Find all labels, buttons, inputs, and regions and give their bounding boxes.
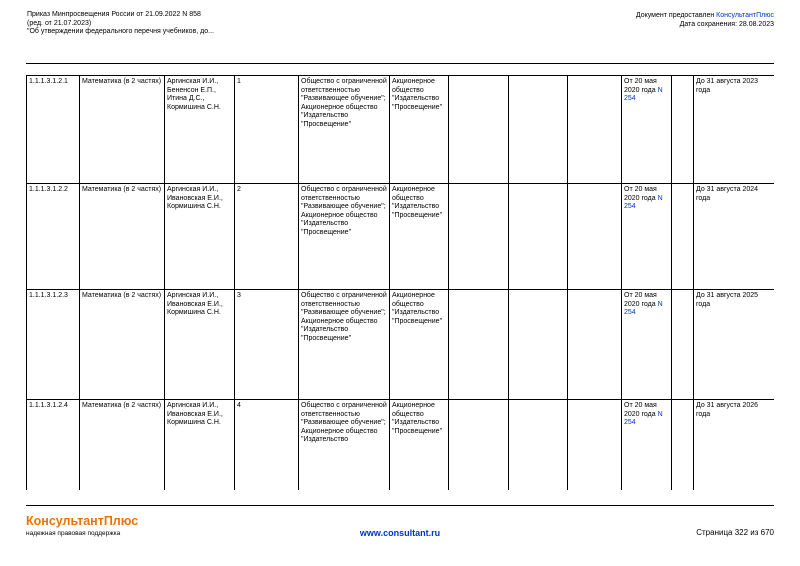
cell-publisher-secondary: Акционерное общество "Издательство "Просвещение" — [390, 400, 449, 491]
document-title — [27, 11, 214, 37]
document-title-line2: (ред. от 21.07.2023) — [27, 19, 92, 27]
cell-order — [622, 76, 672, 184]
cell-empty-1 — [449, 76, 509, 184]
cell-valid-until: До 31 августа 2025 года — [694, 290, 775, 400]
cell-empty-1 — [449, 400, 509, 491]
cell-empty-4 — [672, 400, 694, 491]
order-number-link[interactable]: N 254 — [624, 410, 663, 427]
cell-empty-3 — [568, 184, 622, 290]
cell-order — [622, 184, 672, 290]
cell-empty-4 — [672, 290, 694, 400]
table-row — [27, 184, 775, 290]
save-date: Дата сохранения: 28.08.2023 — [679, 21, 774, 28]
footer-divider — [26, 505, 774, 506]
cell-order — [622, 400, 672, 491]
brand-tagline: надежная правовая поддержка — [26, 530, 121, 537]
cell-publisher-secondary: Акционерное общество "Издательство "Просвещение" — [390, 184, 449, 290]
order-number-link[interactable]: N 254 — [624, 86, 663, 103]
page-number: Страница 322 из 670 — [696, 528, 774, 537]
cell-empty-3 — [568, 76, 622, 184]
order-number-link[interactable]: N 254 — [624, 194, 663, 211]
cell-empty-1 — [449, 290, 509, 400]
cell-publisher: Общество с ограниченной ответственностью "Развивающее обучение"; Акционерное общество "Издательство "Просвещение" — [299, 184, 390, 290]
cell-authors: Аргинская И.И., Бененсон Е.П., Итина Д.С., Кормишина С.Н. — [165, 76, 235, 184]
table-row — [27, 290, 775, 400]
cell-title: Математика (в 2 частях) — [80, 290, 165, 400]
order-text: От 20 мая 2020 года — [624, 78, 658, 94]
cell-grade: 1 — [235, 76, 299, 184]
cell-valid-until: До 31 августа 2026 года — [694, 400, 775, 491]
cell-order — [622, 290, 672, 400]
cell-empty-2 — [509, 290, 568, 400]
table-row — [27, 76, 775, 184]
table-row — [27, 400, 775, 491]
provided-label: Документ предоставлен — [635, 12, 717, 19]
cell-valid-until: До 31 августа 2024 года — [694, 184, 775, 290]
cell-empty-2 — [509, 76, 568, 184]
order-text: От 20 мая 2020 года — [624, 292, 658, 308]
cell-title: Математика (в 2 частях) — [80, 184, 165, 290]
table-container — [26, 75, 774, 490]
footer — [26, 511, 774, 559]
website-link[interactable]: www.consultant.ru — [359, 528, 441, 538]
cell-publisher-secondary: Акционерное общество "Издательство "Просвещение" — [390, 76, 449, 184]
order-text: От 20 мая 2020 года — [624, 186, 658, 202]
cell-publisher: Общество с ограниченной ответственностью "Развивающее обучение"; Акционерное общество "Издательство — [299, 400, 390, 491]
cell-authors: Аргинская И.И., Ивановская Е.И., Кормишина С.Н. — [165, 400, 235, 491]
cell-empty-1 — [449, 184, 509, 290]
cell-title: Математика (в 2 частях) — [80, 76, 165, 184]
cell-grade: 3 — [235, 290, 299, 400]
document-title-line3: "Об утверждении федерального перечня учебников, до... — [27, 28, 214, 35]
order-text: От 20 мая 2020 года — [624, 402, 658, 418]
cell-empty-4 — [672, 76, 694, 184]
cell-empty-3 — [568, 400, 622, 491]
cell-title: Математика (в 2 частях) — [80, 400, 165, 491]
consultantplus-link[interactable]: КонсультантПлюс — [716, 12, 774, 19]
cell-grade: 4 — [235, 400, 299, 491]
cell-empty-4 — [672, 184, 694, 290]
order-number-link[interactable]: N 254 — [624, 300, 663, 317]
table-body — [27, 76, 775, 491]
cell-valid-until: До 31 августа 2023 года — [694, 76, 775, 184]
cell-publisher: Общество с ограниченной ответственностью "Развивающее обучение"; Акционерное общество "Издательство "Просвещение" — [299, 76, 390, 184]
document-provided-info — [636, 11, 774, 29]
textbooks-table — [26, 75, 774, 490]
cell-authors: Аргинская И.И., Ивановская Е.И., Кормишина С.Н. — [165, 290, 235, 400]
cell-grade: 2 — [235, 184, 299, 290]
header-divider — [26, 63, 774, 64]
cell-code: 1.1.1.3.1.2.3 — [27, 290, 80, 400]
cell-publisher-secondary: Акционерное общество "Издательство "Просвещение" — [390, 290, 449, 400]
cell-code: 1.1.1.3.1.2.1 — [27, 76, 80, 184]
cell-authors: Аргинская И.И., Ивановская Е.И., Кормишина С.Н. — [165, 184, 235, 290]
cell-empty-2 — [509, 184, 568, 290]
cell-empty-3 — [568, 290, 622, 400]
consultantplus-logo: КонсультантПлюс — [26, 514, 139, 528]
cell-code: 1.1.1.3.1.2.2 — [27, 184, 80, 290]
cell-code: 1.1.1.3.1.2.4 — [27, 400, 80, 491]
cell-empty-2 — [509, 400, 568, 491]
document-title-line1: Приказ Минпросвещения России от 21.09.2022 N 858 — [27, 11, 201, 18]
cell-publisher: Общество с ограниченной ответственностью "Развивающее обучение"; Акционерное общество "Издательство "Просвещение" — [299, 290, 390, 400]
provided-line — [636, 11, 774, 20]
